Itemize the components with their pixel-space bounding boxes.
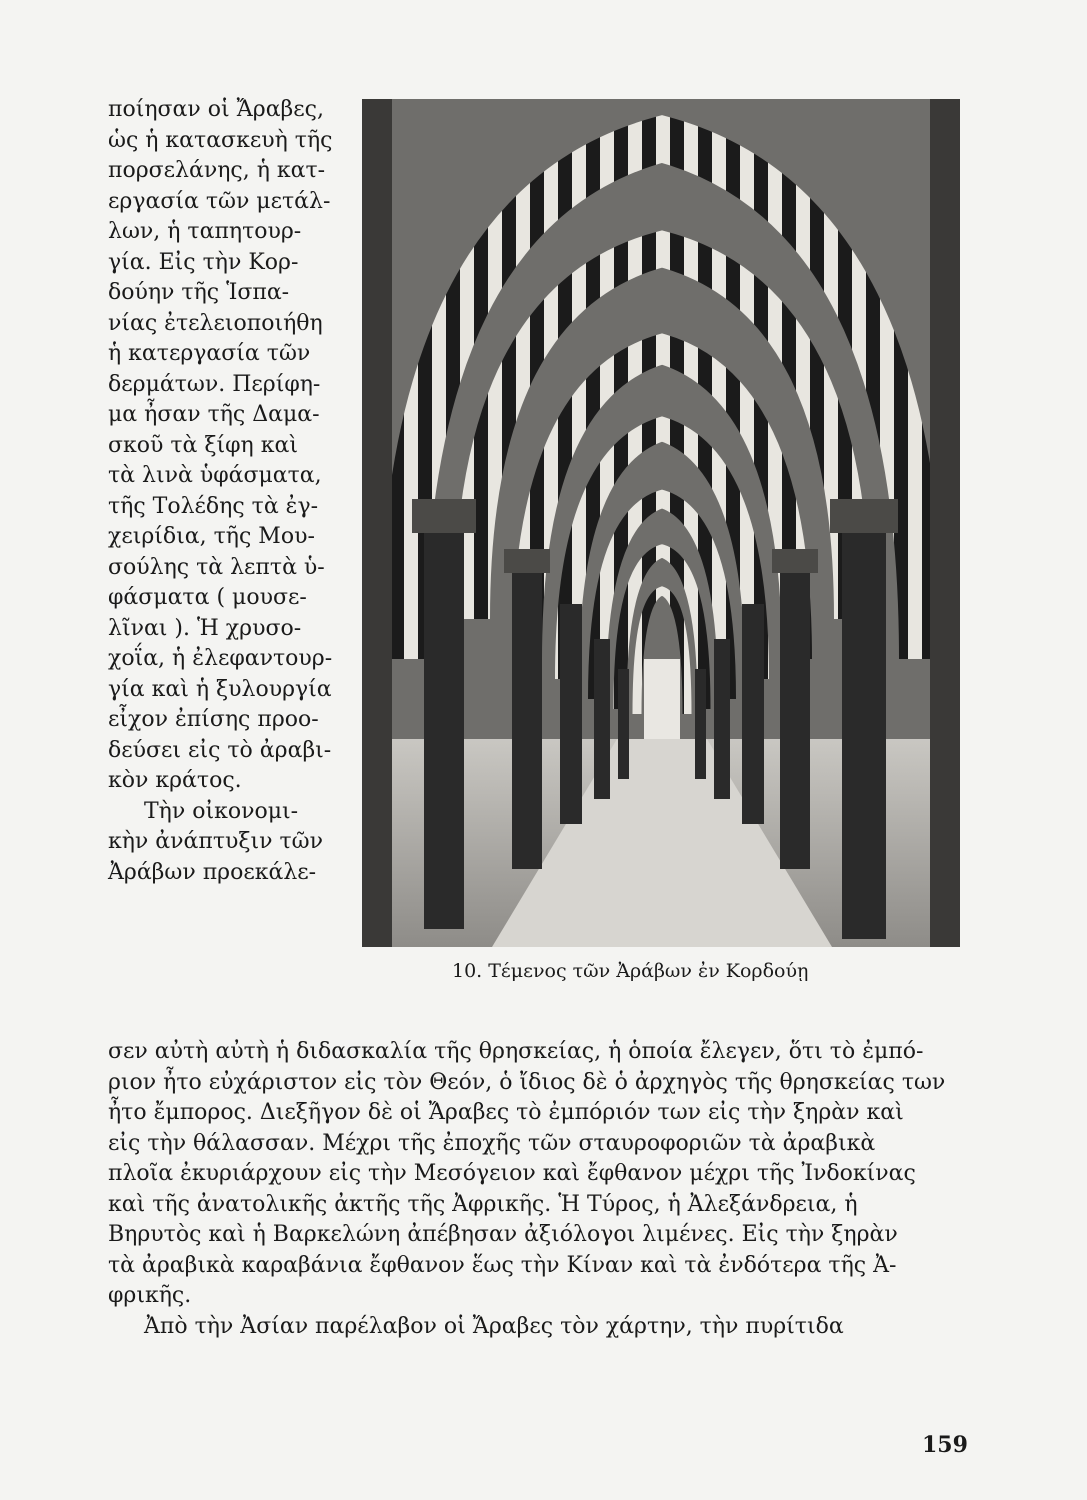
- text-line: εἰς τὴν θάλασσαν. Μέχρι τῆς ἐποχῆς τῶν σταυροφοριῶν τὰ ἀραβικὰ: [108, 1130, 876, 1156]
- text-line: λῖναι ). Ἡ χρυσο-: [108, 615, 302, 641]
- text-line: Ἀπὸ τὴν Ἀσίαν παρέλαβον οἱ Ἄραβες τὸν χάρτην, τὴν πυρίτιδα: [144, 1313, 844, 1339]
- text-line: χοΐα, ἡ ἐλεφαντουρ-: [108, 646, 333, 671]
- text-line: Βηρυτὸς καὶ ἡ Βαρκελώνη ἀπέβησαν ἀξιόλογοι λιμένες. Εἰς τὴν ξηρὰν: [108, 1222, 898, 1247]
- text-line: σκοῦ τὰ ξίφη καὶ: [108, 432, 298, 458]
- text-line: ὡς ἡ κατασκευὴ τῆς: [108, 127, 333, 153]
- photo-illustration: [362, 99, 960, 947]
- page-number: 159: [922, 1432, 968, 1458]
- text-line: Ἀράβων προεκάλε-: [108, 859, 317, 885]
- narrow-text-column: [108, 95, 348, 888]
- text-line: κὴν ἀνάπτυξιν τῶν: [108, 829, 323, 854]
- text-line: ποίησαν οἱ Ἄραβες,: [108, 97, 324, 122]
- mosque-arches-photo: [362, 99, 960, 947]
- text-line: πορσελάνης, ἡ κατ-: [108, 158, 326, 183]
- text-line: τὰ λινὰ ὑφάσματα,: [108, 463, 322, 488]
- text-line: νίας ἐτελειοποιήθη: [108, 310, 323, 336]
- text-line: κὸν κράτος.: [108, 768, 242, 793]
- text-line: τῆς Τολέδης τὰ ἐγ-: [108, 493, 319, 519]
- text-line: δερμάτων. Περίφη-: [108, 371, 321, 397]
- text-line: καὶ τῆς ἀνατολικῆς ἀκτῆς τῆς Ἀφρικῆς. Ἡ Τύρος, ἡ Ἀλεξάνδρεια, ἡ: [108, 1191, 858, 1217]
- text-line: ἦτο ἔμπορος. Διεξῆγον δὲ οἱ Ἄραβες τὸ ἐμπόριόν των εἰς τὴν ξηρὰν καὶ: [108, 1100, 904, 1125]
- text-line: γία καὶ ἡ ξυλουργία: [108, 676, 332, 702]
- text-line: εἶχον ἐπίσης προο-: [108, 707, 319, 732]
- text-line: λων, ἡ ταπητουρ-: [108, 219, 302, 244]
- text-line: πλοῖα ἐκυριάρχουν εἰς τὴν Μεσόγειον καὶ ἔφθανον μέχρι τῆς Ἰνδοκίνας: [108, 1161, 916, 1186]
- text-line: ριον ἦτο εὐχάριστον εἰς τὸν Θεόν, ὁ ἴδιος δὲ ὁ ἀρχηγὸς τῆς θρησκείας των: [108, 1069, 946, 1095]
- text-line: γία. Εἰς τὴν Κορ-: [108, 249, 299, 275]
- text-line: φρικῆς.: [108, 1283, 192, 1308]
- text-line: χειρίδια, τῆς Μου-: [108, 524, 315, 549]
- text-line: σεν αὐτὴ αὐτὴ ἡ διδασκαλία τῆς θρησκείας, ἡ ὁποία ἔλεγεν, ὅτι τὸ ἐμπό-: [108, 1039, 924, 1064]
- text-line: Τὴν οἰκονομι-: [144, 798, 299, 824]
- text-line: δεύσει εἰς τὸ ἀραβι-: [108, 737, 332, 763]
- text-line: τὰ ἀραβικὰ καραβάνια ἔφθανον ἕως τὴν Κίναν καὶ τὰ ἐνδότερα τῆς Ἀ-: [108, 1252, 897, 1278]
- text-line: φάσματα ( μουσε-: [108, 585, 307, 610]
- text-line: εργασία τῶν μετάλ-: [108, 188, 331, 214]
- wide-text-block: [108, 1037, 963, 1342]
- text-line: δούην τῆς Ἱσπα-: [108, 280, 290, 305]
- text-line: μα ἦσαν τῆς Δαμα-: [108, 402, 320, 427]
- text-line: σούλης τὰ λεπτὰ ὑ-: [108, 554, 325, 580]
- text-line: ἡ κατεργασία τῶν: [108, 341, 311, 366]
- figure-caption: 10. Τέμενος τῶν Ἀράβων ἐν Κορδούῃ: [452, 960, 809, 982]
